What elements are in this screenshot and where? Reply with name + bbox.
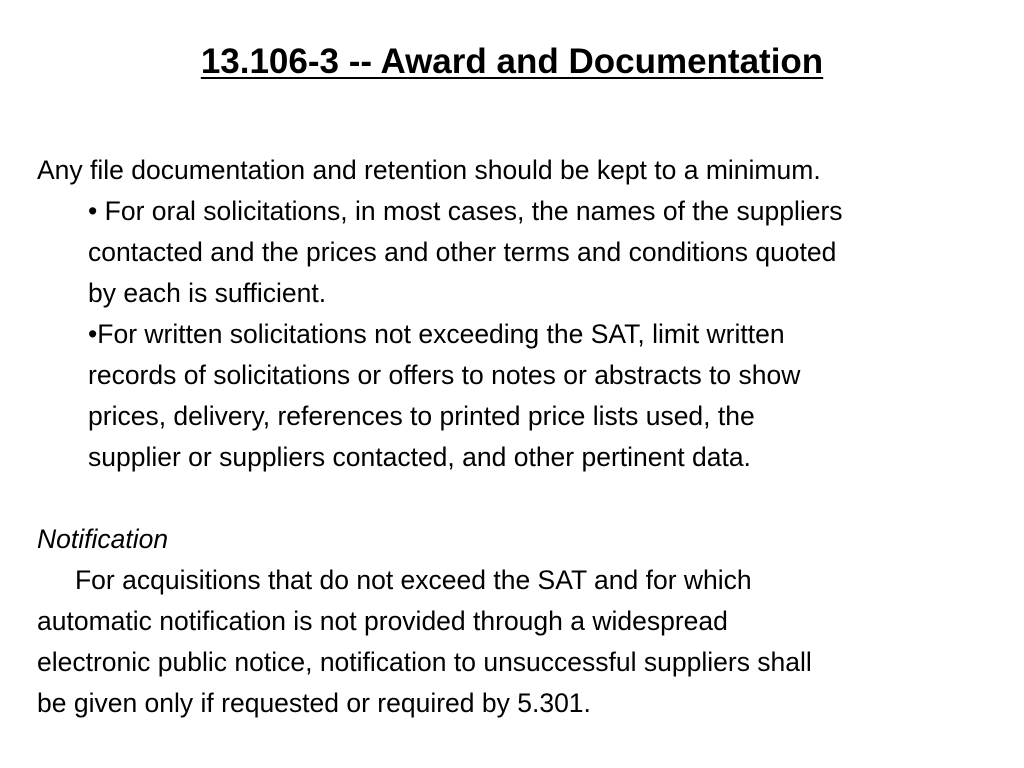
bullet-line: prices, delivery, references to printed price lists used, the bbox=[88, 401, 755, 431]
bullet-line: by each is sufficient. bbox=[88, 278, 327, 308]
notification-heading: Notification bbox=[37, 524, 169, 554]
bullet-line: • For oral solicitations, in most cases, the names of the suppliers bbox=[88, 196, 843, 226]
spacer bbox=[37, 478, 997, 519]
bullet-oral-solicitations bbox=[37, 191, 997, 314]
bullet-written-solicitations bbox=[37, 314, 997, 478]
bullet-line: records of solicitations or offers to notes or abstracts to show bbox=[88, 360, 801, 390]
intro-text: Any file documentation and retention should be kept to a minimum. bbox=[37, 155, 821, 185]
bullet-line: supplier or suppliers contacted, and other pertinent data. bbox=[88, 442, 751, 472]
notification-line: For acquisitions that do not exceed the SAT and for which bbox=[75, 565, 752, 595]
slide-title: 13.106-3 -- Award and Documentation bbox=[200, 42, 824, 81]
notification-line: automatic notification is not provided through a widespread bbox=[37, 606, 728, 636]
notification-line: be given only if requested or required by 5.301. bbox=[37, 688, 591, 718]
bullet-line: •For written solicitations not exceeding the SAT, limit written bbox=[88, 319, 785, 349]
slide-body bbox=[37, 150, 997, 724]
bullet-line: contacted and the prices and other terms and conditions quoted bbox=[88, 237, 837, 267]
notification-line: electronic public notice, notification to unsuccessful suppliers shall bbox=[37, 647, 812, 677]
